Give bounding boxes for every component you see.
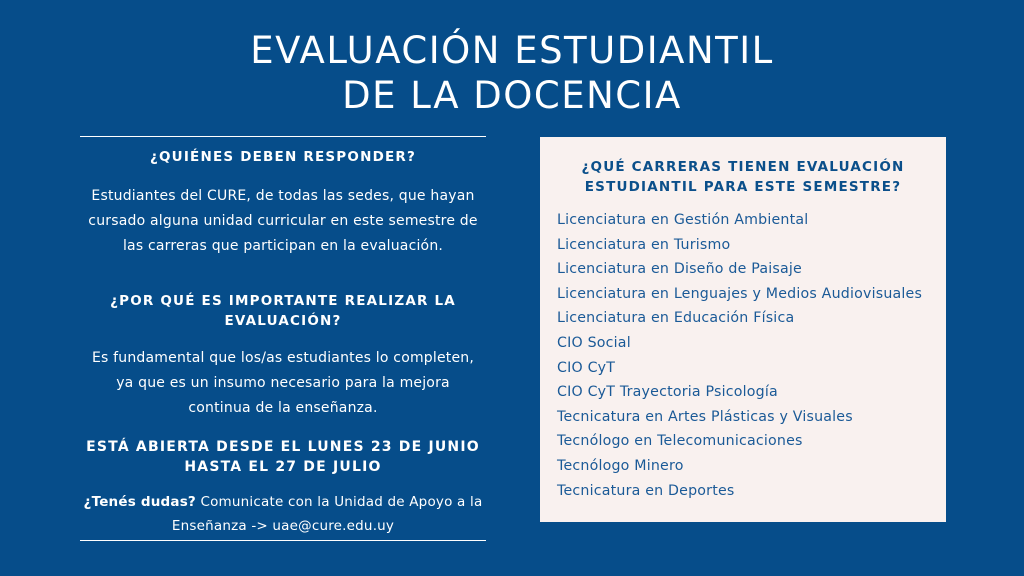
careers-panel: [540, 137, 946, 522]
dates-line: HASTA EL 27 DE JULIO: [184, 459, 382, 475]
why-heading-line: EVALUACIÓN?: [224, 313, 342, 329]
career-item: Licenciatura en Lenguajes y Medios Audiovisuales: [557, 285, 923, 302]
who-line: las carreras que participan en la evaluación.: [122, 238, 444, 254]
career-item: Tecnicatura en Deportes: [557, 482, 735, 499]
who-body: [80, 184, 486, 259]
who-section: [80, 147, 486, 259]
career-item: Licenciatura en Educación Física: [557, 310, 795, 327]
careers-heading-line: ESTUDIANTIL PARA ESTE SEMESTRE?: [584, 179, 902, 195]
why-heading-line: ¿POR QUÉ ES IMPORTANTE REALIZAR LA: [110, 293, 456, 309]
dates-section: [80, 437, 486, 477]
bottom-divider: [80, 540, 486, 541]
career-item: Licenciatura en Turismo: [557, 236, 731, 253]
why-line: Es fundamental que los/as estudiantes lo completen,: [91, 350, 475, 366]
career-item: Tecnólogo Minero: [557, 457, 684, 474]
contact-text: Comunicate con la Unidad de Apoyo a la: [195, 494, 483, 510]
why-line: continua de la enseñanza.: [188, 400, 378, 416]
career-item: CIO CyT Trayectoria Psicología: [557, 384, 778, 401]
who-line: cursado alguna unidad curricular en este semestre de: [88, 213, 478, 229]
career-item: Tecnólogo en Telecomunicaciones: [557, 433, 803, 450]
career-item: Licenciatura en Diseño de Paisaje: [557, 261, 802, 278]
page-title: [0, 28, 1024, 118]
dates-heading: [80, 437, 486, 477]
who-line: Estudiantes del CURE, de todas las sedes, que hayan: [91, 188, 475, 204]
top-divider: [80, 136, 486, 137]
why-section: [80, 291, 486, 421]
career-item: Licenciatura en Gestión Ambiental: [557, 212, 809, 228]
careers-list: [557, 208, 922, 503]
why-heading: [80, 291, 486, 331]
careers-heading-line: ¿QUÉ CARRERAS TIENEN EVALUACIÓN: [581, 159, 905, 175]
who-heading: ¿QUIÉNES DEBEN RESPONDER?: [149, 149, 417, 165]
career-item: CIO CyT: [557, 359, 616, 376]
dates-line: ESTÁ ABIERTA DESDE EL LUNES 23 DE JUNIO: [86, 439, 480, 455]
title-line-2: DE LA DOCENCIA: [342, 74, 682, 117]
why-body: [80, 346, 486, 421]
career-item: Tecnicatura en Artes Plásticas y Visuales: [557, 408, 853, 425]
why-line: ya que es un insumo necesario para la mejora: [116, 375, 450, 391]
career-item: CIO Social: [557, 334, 631, 351]
contact-section: [80, 490, 486, 538]
title-line-1: EVALUACIÓN ESTUDIANTIL: [250, 29, 774, 72]
contact-question: ¿Tenés dudas?: [83, 494, 196, 510]
contact-email-line[interactable]: Enseñanza -> uae@cure.edu.uy: [171, 518, 395, 534]
careers-heading: [540, 157, 946, 197]
contact-line-1: [80, 490, 486, 514]
